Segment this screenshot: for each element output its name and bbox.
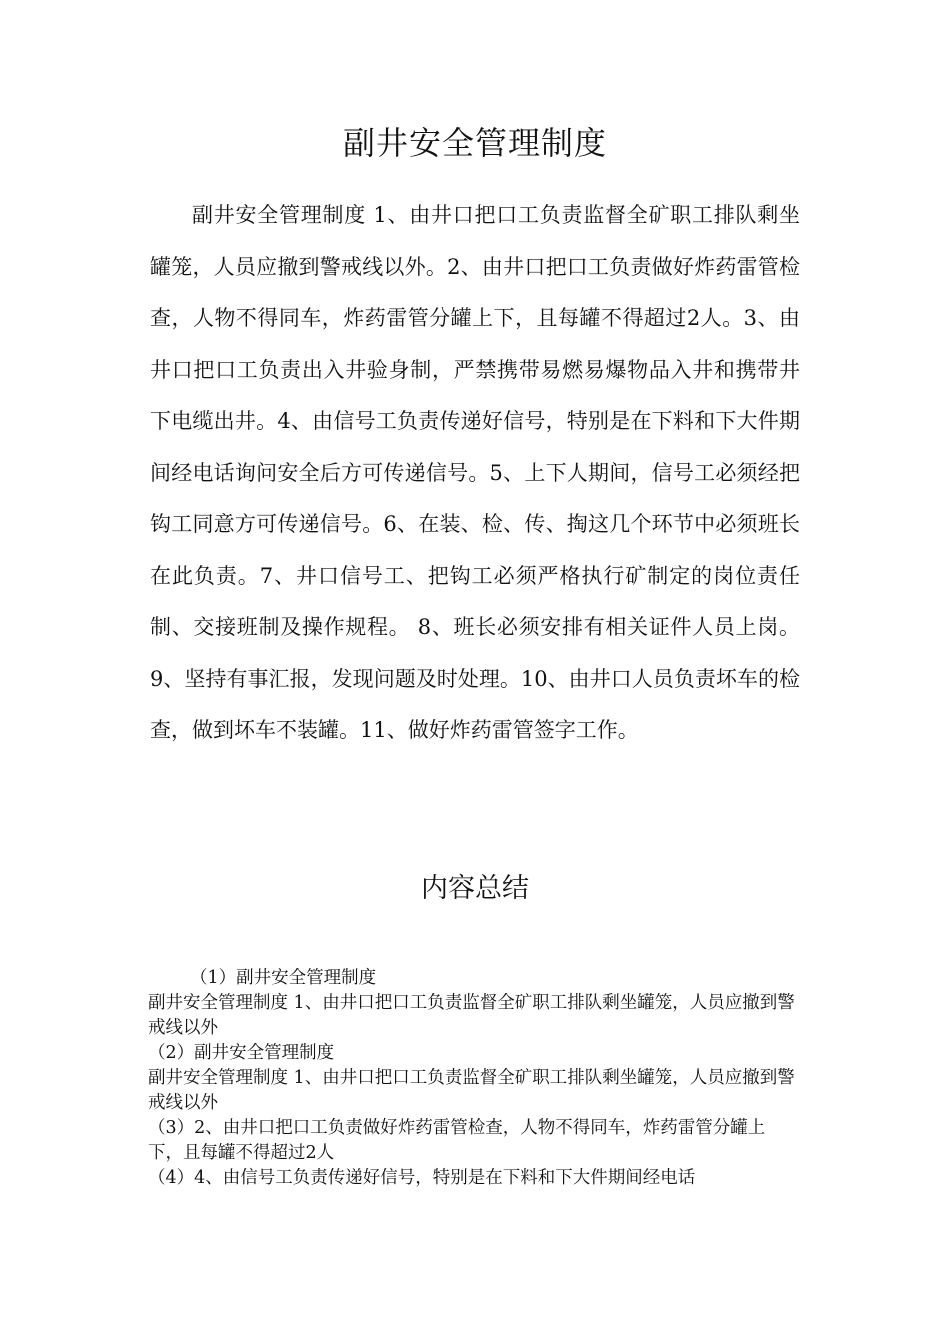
summary-item-1-heading: （1）副井安全管理制度 [190, 968, 377, 988]
summary-item-1-text: 副井安全管理制度 1、由井口把口工负责监督全矿职工排队剩坐罐笼，人员应撤到警戒线以外 [148, 993, 795, 1038]
summary-section [148, 966, 798, 1191]
summary-item-2-text: 副井安全管理制度 1、由井口把口工负责监督全矿职工排队剩坐罐笼，人员应撤到警戒线以外 [148, 1068, 795, 1113]
document-body: 副井安全管理制度 1、由井口把口工负责监督全矿职工排队剩坐罐笼，人员应撤到警戒线以外。2、由井口把口工负责做好炸药雷管检查，人物不得同车，炸药雷管分罐上下，且每罐不得超过2人。3、由井口把口工负责出入井验身制，严禁携带易燃易爆物品入井和携带井下电缆出井。4、由信号工负责传递好信号，特别是在下料和下大件期间经电话询问安全后方可传递信号。5、上下人期间，信号工必须经把钩工同意方可传递信号。6、在装、检、传、掏这几个环节中必须班长在此负责。7、井口信号工、把钩工必须严格执行矿制定的岗位责任制、交接班制及操作规程。 8、班长必须安排有相关证件人员上岗。 9、坚持有事汇报，发现问题及时处理。10、由井口人员负责坏车的检查，做到坏车不装罐。11、做好炸药雷管签字工作。 [150, 203, 800, 742]
summary-item-2-heading: （2）副井安全管理制度 [148, 1043, 335, 1063]
document-title: 副井安全管理制度 [342, 124, 607, 162]
summary-title: 内容总结 [421, 873, 529, 904]
summary-item-4: （4）4、由信号工负责传递好信号，特别是在下料和下大件期间经电话 [148, 1168, 696, 1188]
summary-item-3: （3）2、由井口把口工负责做好炸药雷管检查，人物不得同车，炸药雷管分罐上下，且每罐不得超过2人 [148, 1118, 766, 1163]
